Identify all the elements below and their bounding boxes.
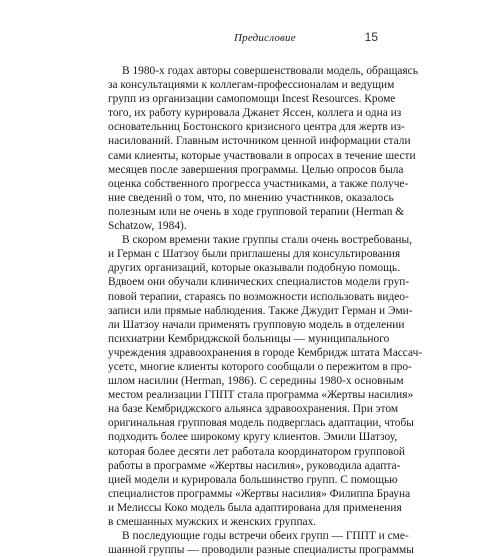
text-line: и Мелиссы Коко модель была адаптирована для применения <box>108 501 402 514</box>
text-line: других организаций, которые оказывали подобную помощь. <box>108 262 400 275</box>
page-number: 15 <box>364 30 378 44</box>
page-header <box>108 32 378 52</box>
text-line: того, их работу курировала Джанет Яссен, коллега и одна из <box>108 107 402 120</box>
text-line: сами клиенты, которые участвовали в опросах в течение шести <box>108 149 416 162</box>
text-line: усетс, многие клиенты которого сообщали о пережитом в про- <box>108 360 412 373</box>
text-line: местом реализации ГППТ стала программа «Жертвы насилия» <box>108 389 414 402</box>
text-line: Schatzow, 1984). <box>108 220 187 233</box>
paragraph <box>108 233 423 529</box>
paragraph <box>108 64 418 233</box>
text-line: работы в программе «Жертвы насилия», руководила адапта- <box>108 459 401 472</box>
text-line: и Герман с Шатзоу были приглашены для консультирования <box>108 248 401 261</box>
text-line: Вдвоем они обучали клинических специалистов модели груп- <box>108 276 410 289</box>
text-line: В последующие годы встречи обеих групп — ГППТ и сме- <box>122 530 409 543</box>
running-head: Предисловие <box>234 32 296 44</box>
text-line: оригинальная групповая модель подверглась адаптации, чтобы <box>108 417 414 430</box>
text-line: записи или прямые наблюдения. Также Джудит Герман и Эми- <box>108 304 413 317</box>
text-line: за консультациями к коллегам-профессионалам и ведущим <box>108 79 395 92</box>
text-line: учреждения здравоохранения в городе Кембридж штата Массач- <box>108 346 423 359</box>
text-line: основательниц Бостонского кризисного центра для жертв из- <box>108 121 405 134</box>
text-line: В 1980-х годах авторы совершенствовали модель, обращаясь <box>122 65 418 77</box>
text-line: на базе Кембриджского альянса здравоохранения. При этом <box>108 403 399 416</box>
text-line: подходить более широкому кругу клиентов. Эмили Шатзоу, <box>108 431 398 444</box>
text-line: шлом насилии (Herman, 1986). С середины 1980-х основным <box>108 375 404 388</box>
text-line: которая более десяти лет работала координатором групповой <box>108 445 405 458</box>
text-line: групп из организации самопомощи Incest Resources. Кроме <box>108 93 396 106</box>
text-line: оценка собственного прогресса участниками, а также получе- <box>108 177 409 190</box>
text-line: насилований. Главным источником ценной информации стали <box>108 135 411 148</box>
body-text <box>108 64 423 557</box>
text-line: полезным или не очень в ходе групповой терапии (Herman & <box>108 205 405 218</box>
text-line: шанной группы — проводили разные специалисты программы <box>108 544 414 557</box>
text-line: ли Шатзоу начали применять групповую модель в отделении <box>108 318 405 331</box>
text-line: В скором времени такие группы стали очень востребованы, <box>122 234 412 247</box>
text-line: цией модели и курировала большинство групп. С помощью <box>108 473 398 486</box>
paragraph <box>108 529 414 557</box>
text-line: психиатрии Кембриджской больницы — муниципального <box>108 332 390 345</box>
text-line: месяцев после завершения программы. Целью опросов была <box>108 163 404 176</box>
text-line: специалистов программы «Жертвы насилия» Филиппа Брауна <box>108 487 411 500</box>
text-line: повой терапии, стараясь по возможности использовать видео- <box>108 290 409 303</box>
text-line: ние сведений о том, что, по мнению участников, оказалось <box>108 191 394 204</box>
text-line: в смешанных мужских и женских группах. <box>108 516 317 528</box>
